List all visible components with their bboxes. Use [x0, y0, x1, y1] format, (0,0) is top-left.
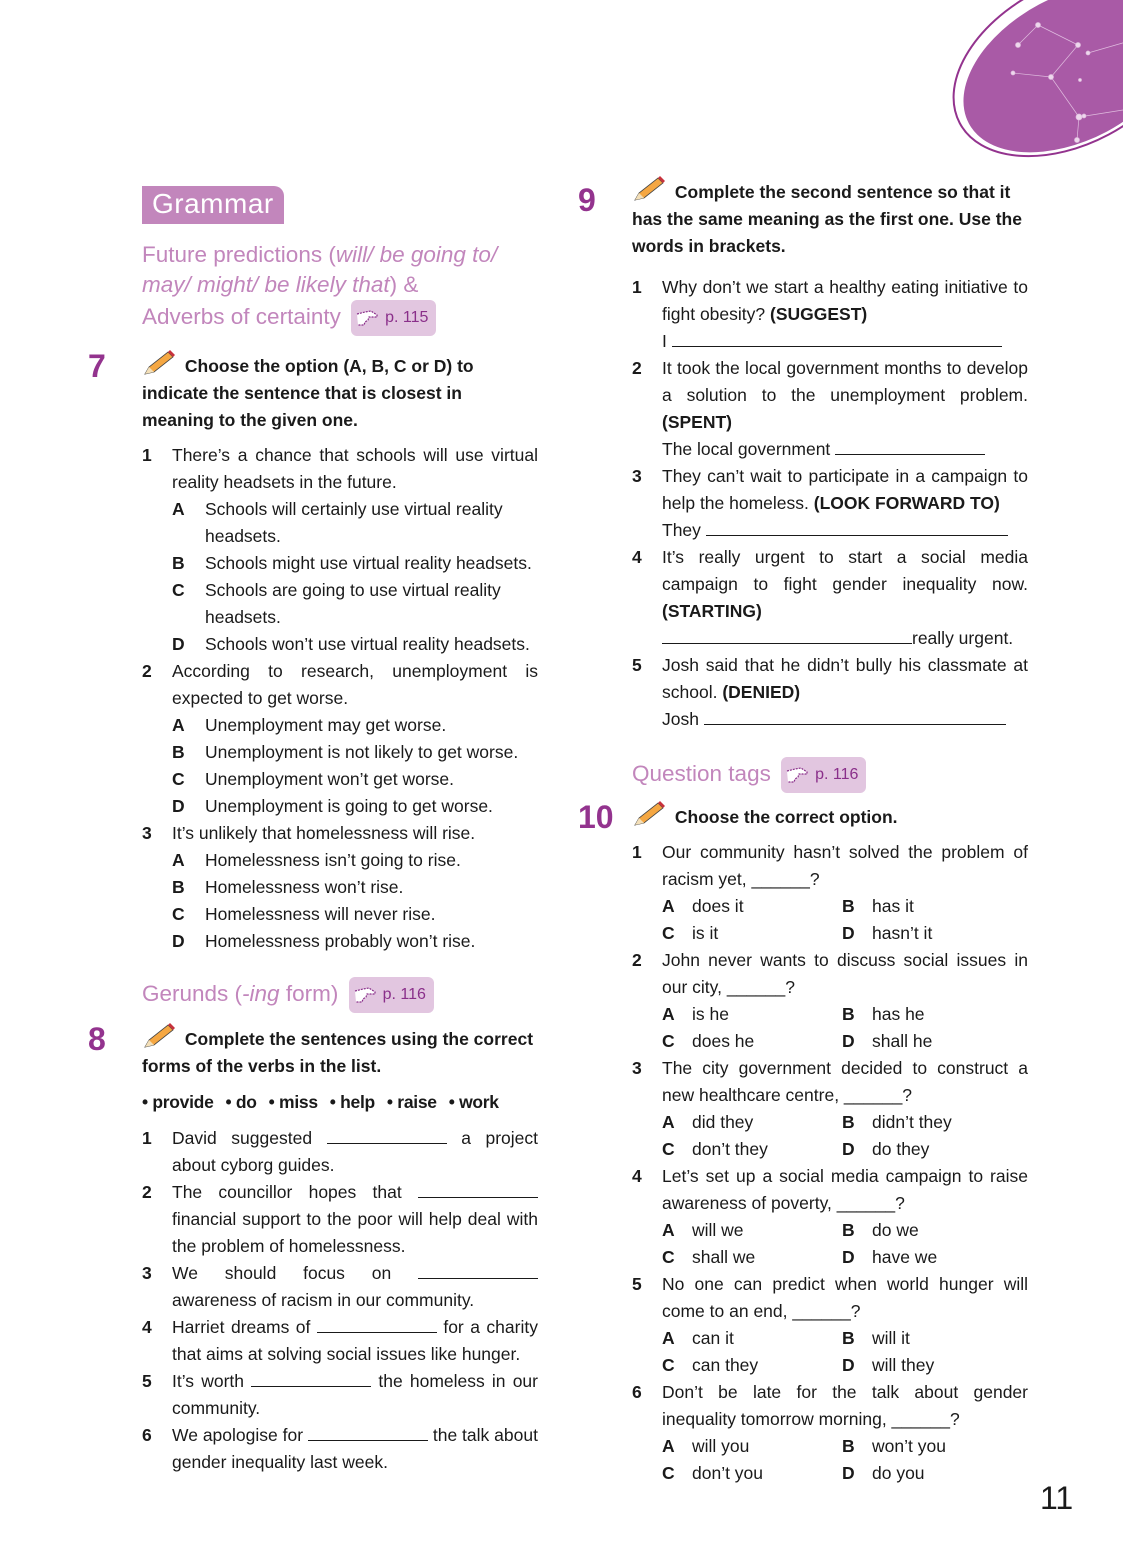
option-letter: D [172, 796, 185, 816]
answer-option[interactable] [842, 1136, 1022, 1163]
question-number: 3 [632, 466, 642, 486]
question-item [142, 1260, 538, 1314]
option-letter: B [842, 1004, 855, 1024]
answer-option[interactable] [842, 1325, 1022, 1352]
question-number: 4 [142, 1317, 152, 1337]
exercise-items [142, 442, 538, 955]
keyword: (SPENT) [662, 412, 732, 432]
answer-option[interactable] [842, 1460, 1022, 1487]
question-number: 3 [142, 1263, 152, 1283]
answer-option[interactable] [842, 920, 1022, 947]
word-list [142, 1092, 538, 1113]
option-letter: B [172, 742, 185, 762]
option-letter: D [172, 634, 185, 654]
option-letter: C [662, 1247, 675, 1267]
answer-blank[interactable] [251, 1368, 371, 1387]
answer-options [662, 1433, 1028, 1487]
question-item [142, 1179, 538, 1260]
option-text: can they [692, 1355, 759, 1375]
question-body [172, 820, 538, 955]
question-number: 1 [632, 842, 642, 862]
question-number: 2 [632, 950, 642, 970]
question-body [172, 1125, 538, 1179]
question-text-after: for a charity that aims at solving social issues like hunger. [172, 1317, 538, 1364]
option-letter: D [842, 1247, 855, 1267]
answer-option[interactable] [172, 847, 538, 874]
page-number: 11 [1040, 1480, 1074, 1516]
question-body [662, 463, 1028, 544]
answer-option[interactable] [842, 1028, 1022, 1055]
option-text: Homelessness won’t rise. [205, 877, 404, 897]
exercise-number: 8 [88, 1021, 106, 1057]
answer-line [662, 328, 1028, 355]
pointing-hand-icon [355, 308, 383, 328]
corner-decoration [933, 0, 1123, 170]
question-text-after: financial support to the poor will help deal with the problem of homelessness. [172, 1209, 538, 1256]
option-letter: D [842, 1463, 855, 1483]
question-text: Let’s set up a social media campaign to raise awareness of poverty, ______? [662, 1166, 1028, 1213]
keyword: (STARTING) [662, 601, 762, 621]
question-text: There’s a chance that schools will use virtual reality headsets in the future. [172, 445, 538, 492]
pencil-icon [142, 1023, 176, 1049]
question-text: John never wants to discuss social issues in our city, ______? [662, 950, 1028, 997]
question-text: It’s unlikely that homelessness will rise. [172, 823, 476, 843]
question-item [142, 1422, 538, 1476]
answer-option[interactable] [842, 1433, 1022, 1460]
section-tag: Grammar [142, 186, 284, 224]
option-text: do they [872, 1139, 930, 1159]
question-number: 1 [142, 1128, 152, 1148]
option-letter: A [172, 850, 185, 870]
option-text: Unemployment may get worse. [205, 715, 447, 735]
answer-option[interactable] [842, 1217, 1022, 1244]
option-text: don’t you [692, 1463, 764, 1483]
option-text: Homelessness probably won’t rise. [205, 931, 476, 951]
option-letter: C [662, 1139, 675, 1159]
answer-option[interactable] [842, 1352, 1022, 1379]
answer-line [662, 517, 1028, 544]
question-number: 2 [632, 358, 642, 378]
option-letter: B [172, 877, 185, 897]
answer-option[interactable] [662, 1028, 842, 1055]
word-list-item: • help [329, 1092, 375, 1112]
option-text: is it [692, 923, 719, 943]
answer-blank[interactable] [308, 1422, 428, 1441]
answer-option[interactable] [172, 496, 538, 550]
exercise-items [142, 1125, 538, 1476]
word-list-item: • do [225, 1092, 257, 1112]
answer-options [662, 893, 1028, 947]
exercise-items [632, 839, 1028, 1487]
question-text-after: the homeless in our community. [172, 1371, 538, 1418]
option-letter: A [662, 1220, 675, 1240]
question-item [142, 658, 538, 820]
question-number: 1 [632, 277, 642, 297]
word-list-item: • raise [386, 1092, 437, 1112]
question-number: 3 [632, 1058, 642, 1078]
question-body [662, 355, 1028, 463]
question-body [662, 1163, 1028, 1271]
answer-blank[interactable] [418, 1260, 538, 1279]
question-text [662, 463, 1028, 517]
question-text-after: a project about cyborg guides. [172, 1128, 538, 1175]
answer-line [662, 706, 1028, 733]
option-letter: D [172, 931, 185, 951]
answer-option[interactable] [662, 1217, 842, 1244]
left-column [88, 186, 538, 1476]
original-sentence: It’s really urgent to start a social media campaign to fight gender inequality now. [662, 547, 1028, 594]
option-letter: A [662, 1004, 675, 1024]
option-letter: D [842, 1139, 855, 1159]
question-text [662, 652, 1028, 706]
exercise-instruction: Complete the sentences using the correct forms of the verbs in the list. [142, 1023, 538, 1080]
option-text: does it [692, 896, 744, 916]
option-text: have we [872, 1247, 938, 1267]
question-body [172, 1260, 538, 1314]
option-text: shall we [692, 1247, 756, 1267]
option-letter: D [842, 1355, 855, 1375]
option-text: Unemployment is not likely to get worse. [205, 742, 519, 762]
option-letter: C [662, 923, 675, 943]
exercise-7 [88, 350, 538, 955]
answer-option[interactable] [842, 1001, 1022, 1028]
question-item [632, 463, 1028, 544]
question-item [632, 839, 1028, 947]
keyword: (DENIED) [722, 682, 801, 702]
option-text: will they [872, 1355, 935, 1375]
question-body [172, 442, 538, 658]
answer-option[interactable] [662, 1244, 842, 1271]
option-text: Unemployment won’t get worse. [205, 769, 454, 789]
option-text: don’t they [692, 1139, 768, 1159]
answer-options [662, 1217, 1028, 1271]
question-body [662, 947, 1028, 1055]
keyword: (SUGGEST) [770, 304, 868, 324]
question-item [632, 544, 1028, 652]
exercise-8 [88, 1023, 538, 1476]
topic-heading-future: Future predictions (will/ be going to/ may/ might/ be likely that) & Adverbs of certainty p. 115 [142, 240, 538, 336]
original-sentence: Why don’t we start a healthy eating initiative to fight obesity? [662, 277, 1028, 324]
word-list-item: • miss [268, 1092, 318, 1112]
answer-blank[interactable] [317, 1314, 437, 1333]
question-number: 5 [632, 1274, 642, 1294]
exercise-number: 7 [88, 348, 106, 384]
option-letter: A [172, 715, 185, 735]
answer-prompt: I [662, 331, 667, 351]
answer-option[interactable] [662, 1136, 842, 1163]
question-text-after: the talk about gender inequality last week. [172, 1425, 538, 1472]
page-reference-badge[interactable]: p. 116 [349, 977, 434, 1013]
answer-option[interactable] [842, 1109, 1022, 1136]
answer-prompt: The local government [662, 439, 831, 459]
exercise-instruction: Choose the correct option. [632, 801, 1028, 831]
option-letter: A [662, 1112, 675, 1132]
answer-option[interactable] [172, 577, 538, 631]
option-letter: C [172, 769, 185, 789]
question-number: 2 [142, 661, 152, 681]
question-item [632, 274, 1028, 355]
keyword: (LOOK FORWARD TO) [813, 493, 1000, 513]
answer-option[interactable] [662, 920, 842, 947]
option-text: is he [692, 1004, 729, 1024]
option-letter: B [842, 1436, 855, 1456]
word-list-item: • provide [142, 1092, 214, 1112]
answer-option[interactable] [662, 1325, 842, 1352]
option-letter: C [662, 1355, 675, 1375]
option-text: Schools won’t use virtual reality headsets. [205, 634, 530, 654]
question-body [662, 544, 1028, 652]
question-body [172, 1368, 538, 1422]
option-text: will we [692, 1220, 744, 1240]
pencil-icon [632, 801, 666, 827]
question-text [662, 355, 1028, 436]
question-text: Our community hasn’t solved the problem of racism yet, ______? [662, 842, 1028, 889]
question-number: 6 [142, 1425, 152, 1445]
option-letter: B [842, 896, 855, 916]
answer-blank[interactable] [327, 1125, 447, 1144]
answer-option[interactable] [662, 1433, 842, 1460]
question-body [172, 1314, 538, 1368]
option-letter: C [662, 1031, 675, 1051]
option-letter: B [842, 1112, 855, 1132]
option-text: shall he [872, 1031, 933, 1051]
answer-blank[interactable] [418, 1179, 538, 1198]
question-item [142, 1125, 538, 1179]
question-item [142, 820, 538, 955]
option-text: has it [872, 896, 914, 916]
question-item [142, 1368, 538, 1422]
answer-option[interactable] [172, 928, 538, 955]
question-text-before: The councillor hopes that [172, 1182, 402, 1202]
exercise-instruction: Choose the option (A, B, C or D) to indicate the sentence that is closest in meaning to the given one. [142, 350, 538, 434]
question-text-before: We should focus on [172, 1263, 392, 1283]
exercise-items [632, 274, 1028, 733]
answer-prompt: Josh [662, 709, 699, 729]
question-text [662, 274, 1028, 328]
option-letter: C [172, 580, 185, 600]
answer-option[interactable] [172, 901, 538, 928]
option-letter: C [662, 1463, 675, 1483]
question-number: 4 [632, 547, 642, 567]
question-text-before: David suggested [172, 1128, 313, 1148]
question-number: 2 [142, 1182, 152, 1202]
question-item [632, 355, 1028, 463]
question-body [662, 1271, 1028, 1379]
option-text: Unemployment is going to get worse. [205, 796, 493, 816]
option-text: Schools will certainly use virtual reality headsets. [205, 499, 503, 546]
original-sentence: They can’t wait to participate in a campaign to help the homeless. [662, 466, 1028, 513]
option-text: does he [692, 1031, 755, 1051]
option-text: will it [872, 1328, 910, 1348]
option-letter: A [662, 896, 675, 916]
option-text: did they [692, 1112, 754, 1132]
answer-option[interactable] [662, 1109, 842, 1136]
page-reference-badge[interactable]: p. 116 [781, 757, 866, 793]
answer-blank[interactable] [662, 625, 912, 644]
answer-option[interactable] [172, 712, 538, 739]
option-letter: A [172, 499, 185, 519]
option-text: has he [872, 1004, 925, 1024]
question-text: According to research, unemployment is expected to get worse. [172, 661, 538, 708]
question-text-before: Harriet dreams of [172, 1317, 311, 1337]
question-body [662, 839, 1028, 947]
question-text: Don’t be late for the talk about gender inequality tomorrow morning, ______? [662, 1382, 1028, 1429]
answer-option[interactable] [662, 1460, 842, 1487]
answer-option[interactable] [662, 893, 842, 920]
question-item [632, 947, 1028, 1055]
answer-option[interactable] [172, 793, 538, 820]
answer-option[interactable] [172, 550, 538, 577]
question-body [172, 658, 538, 820]
right-column [578, 176, 1028, 1487]
option-text: will you [692, 1436, 750, 1456]
option-letter: D [842, 923, 855, 943]
question-number: 3 [142, 823, 152, 843]
option-letter: A [662, 1436, 675, 1456]
exercise-instruction: Complete the second sentence so that it has the same meaning as the first one. Use the words in brackets. [632, 176, 1028, 260]
exercise-number: 10 [578, 799, 614, 835]
answer-blank[interactable] [672, 328, 1003, 347]
question-body [662, 1055, 1028, 1163]
pointing-hand-icon [785, 765, 813, 785]
question-text-before: We apologise for [172, 1425, 304, 1445]
question-text-before: It’s worth [172, 1371, 245, 1391]
question-text: No one can predict when world hunger will come to an end, ______? [662, 1274, 1028, 1321]
question-item [632, 1163, 1028, 1271]
option-letter: B [842, 1220, 855, 1240]
option-letter: C [172, 904, 185, 924]
answer-option[interactable] [172, 766, 538, 793]
option-text: do we [872, 1220, 919, 1240]
answer-option[interactable] [172, 874, 538, 901]
option-letter: B [172, 553, 185, 573]
answer-prompt: They [662, 520, 701, 540]
question-item [632, 1271, 1028, 1379]
option-text: Schools are going to use virtual reality headsets. [205, 580, 501, 627]
answer-option[interactable] [842, 1244, 1022, 1271]
option-text: won’t you [872, 1436, 946, 1456]
answer-blank[interactable] [706, 517, 1008, 536]
question-body [662, 652, 1028, 733]
answer-option[interactable] [662, 1352, 842, 1379]
option-text: hasn’t it [872, 923, 933, 943]
pointing-hand-icon [353, 985, 381, 1005]
original-sentence: It took the local government months to develop a solution to the unemployment problem. [662, 358, 1028, 405]
answer-line [662, 625, 1028, 652]
option-text: do you [872, 1463, 925, 1483]
question-number: 4 [632, 1166, 642, 1186]
question-text-after: awareness of racism in our community. [172, 1290, 475, 1310]
answer-option[interactable] [172, 631, 538, 658]
option-text: didn’t they [872, 1112, 952, 1132]
page-reference-badge[interactable]: p. 115 [351, 300, 436, 336]
original-sentence: Josh said that he didn’t bully his classmate at school. [662, 655, 1028, 702]
answer-option[interactable] [662, 1001, 842, 1028]
answer-suffix: really urgent. [912, 628, 1014, 648]
answer-option[interactable] [172, 739, 538, 766]
question-item [142, 1314, 538, 1368]
question-item [632, 1055, 1028, 1163]
question-body [662, 274, 1028, 355]
option-text: Homelessness will never rise. [205, 904, 436, 924]
question-text [662, 544, 1028, 625]
question-number: 5 [632, 655, 642, 675]
question-item [632, 652, 1028, 733]
answer-blank[interactable] [835, 436, 985, 455]
question-number: 6 [632, 1382, 642, 1402]
answer-option[interactable] [842, 893, 1022, 920]
word-list-item: • work [448, 1092, 499, 1112]
question-text: The city government decided to construct a new healthcare centre, ______? [662, 1058, 1028, 1105]
question-body [172, 1179, 538, 1260]
pencil-icon [632, 176, 666, 202]
option-letter: A [662, 1328, 675, 1348]
question-item [632, 1379, 1028, 1487]
topic-heading-question-tags: Question tags p. 116 [632, 757, 1028, 793]
answer-blank[interactable] [704, 706, 1006, 725]
answer-options [662, 1325, 1028, 1379]
answer-options [662, 1001, 1028, 1055]
question-body [172, 1422, 538, 1476]
option-letter: B [842, 1328, 855, 1348]
topic-heading-gerunds: Gerunds (-ing form) p. 116 [142, 977, 538, 1013]
option-text: Schools might use virtual reality headsets. [205, 553, 532, 573]
pencil-icon [142, 350, 176, 376]
question-number: 5 [142, 1371, 152, 1391]
exercise-number: 9 [578, 182, 596, 218]
question-number: 1 [142, 445, 152, 465]
answer-line [662, 436, 1028, 463]
exercise-10 [578, 801, 1028, 1487]
answer-options [662, 1109, 1028, 1163]
option-text: can it [692, 1328, 734, 1348]
question-body [662, 1379, 1028, 1487]
question-item [142, 442, 538, 658]
exercise-9 [578, 176, 1028, 733]
option-text: Homelessness isn’t going to rise. [205, 850, 461, 870]
option-letter: D [842, 1031, 855, 1051]
